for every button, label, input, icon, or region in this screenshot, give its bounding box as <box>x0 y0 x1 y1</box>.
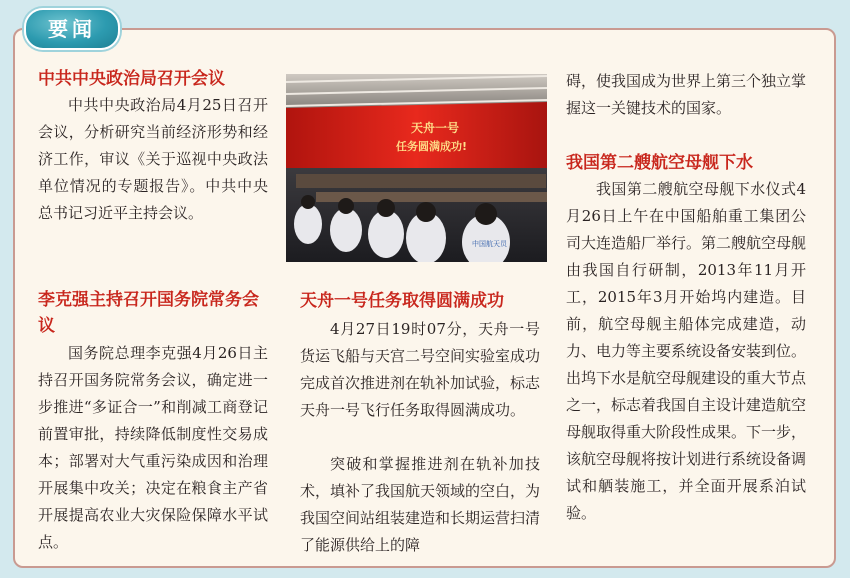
mission-control-photo <box>286 74 547 262</box>
article-title-carrier: 我国第二艘航空母舰下水 <box>566 153 753 173</box>
article-title-politburo: 中共中央政治局召开会议 <box>38 69 225 89</box>
article-body-politburo: 中共中央政治局4月25日召开会议，分析研究当前经济形势和经济工作，审议《关于巡视中央政法单位情况的专题报告》。中共中央总书记习近平主持会议。 <box>38 96 268 222</box>
section-tab: 要闻 <box>24 8 120 50</box>
article-title-tianzhou: 天舟一号任务取得圆满成功 <box>300 291 504 311</box>
article-body-tianzhou-1: 4月27日19时07分，天舟一号货运飞船与天宫二号空间实验室成功完成首次推进剂在轨补加试验，标志天舟一号飞行任务取得圆满成功。 <box>300 320 541 419</box>
article-body-tianzhou-2: 突破和掌握推进剂在轨补加技术，填补了我国航天领域的空白，为我国空间站组装建造和长期运营扫清了能源供给上的障 <box>300 455 541 554</box>
photo-banner-line1: 天舟一号 <box>411 121 460 135</box>
photo-banner-line2: 任务圆满成功! <box>396 140 468 153</box>
photo-jacket-text: 中国航天员 <box>472 240 507 248</box>
article-title-state-council: 李克强主持召开国务院常务会议 <box>38 290 259 336</box>
photo-illustration <box>286 74 547 262</box>
article-body-carrier: 我国第二艘航空母舰下水仪式4月26日上午在中国船舶重工集团公司大连造船厂举行。第二艘航空母舰由我国自行研制，2013年11月开工，2015年3月开始坞内建造。目前，航空母舰主船体完成建造，动力、电力等主要系统设备安装到位。出坞下水是航空母舰建设的重大节点之一，标志着我国自主设计建造航空母舰取得重大阶段性成果。下一步，该航空母舰将按计划进行系统设备调试和舾装施工，并全面开展系泊试验。 <box>566 180 807 522</box>
article-body-state-council: 国务院总理李克强4月26日主持召开国务院常务会议，确定进一步推进“多证合一”和削减工商登记前置审批，持续降低制度性交易成本；部署对大气重污染成因和治理开展集中攻关；决定在粮食主产省开展提高农业大灾保险保障水平试点。 <box>38 344 268 551</box>
article-body-tianzhou-continued: 碍，使我国成为世界上第三个独立掌握这一关键技术的国家。 <box>566 72 807 117</box>
